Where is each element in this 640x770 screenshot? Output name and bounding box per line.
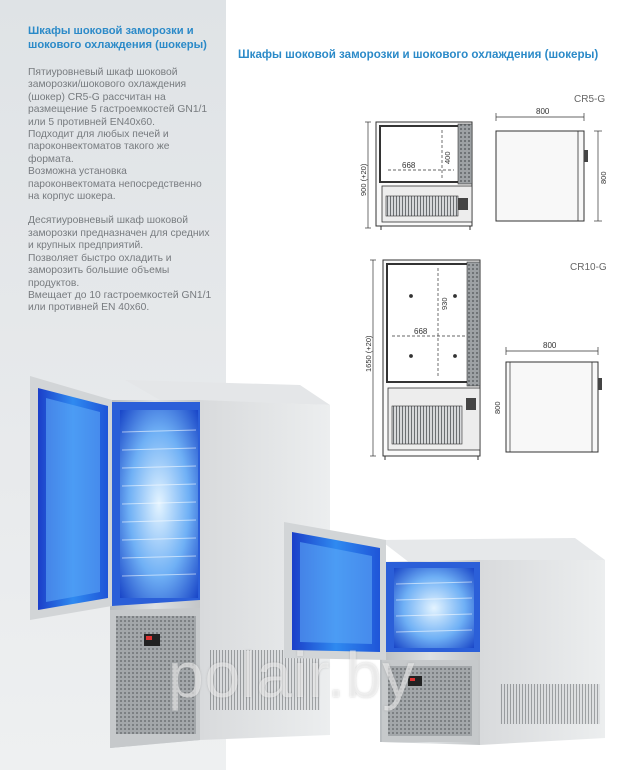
cr5-side-drawing bbox=[496, 113, 602, 221]
sidebar-title-line: Шкафы шоковой заморозки и bbox=[28, 25, 194, 37]
cr5-model-label: CR5-G bbox=[574, 94, 606, 105]
description-line: Возможна установка bbox=[28, 166, 127, 178]
description-line: Подходит для любых печей и bbox=[28, 129, 169, 141]
cr10-inner-height: 930 bbox=[440, 297, 449, 310]
cr10-front-drawing bbox=[370, 260, 480, 460]
description-line: или 5 противней EN40x60. bbox=[28, 116, 155, 128]
cr5-side-height: 800 bbox=[599, 171, 608, 184]
cr10-side-width: 800 bbox=[543, 341, 557, 350]
cr10-inner-width: 668 bbox=[414, 327, 428, 336]
description-line: Десятиуровневый шкаф шоковой bbox=[28, 215, 188, 227]
description-line: заморозки/шокового охлаждения bbox=[28, 79, 187, 91]
description-line: Пятиуровневый шкаф шоковой bbox=[28, 67, 178, 78]
sidebar-title-line: шокового охлаждения (шокеры) bbox=[28, 39, 207, 51]
description-line: продуктов. bbox=[28, 277, 80, 289]
cr10-side-drawing bbox=[506, 347, 602, 452]
description-line: формата. bbox=[28, 153, 74, 165]
cr5-inner-height: 400 bbox=[443, 151, 452, 164]
cr5-inner-width: 668 bbox=[402, 161, 416, 170]
watermark: polair.by bbox=[168, 639, 416, 711]
description-line: размещение 5 гастроемкостей GN1/1 bbox=[28, 104, 208, 116]
page-title: Шкафы шоковой заморозки и шокового охлаждения (шокеры) bbox=[238, 48, 599, 61]
description-line: Вмещает до 10 гастроемкостей GN1/1 bbox=[28, 289, 212, 301]
cr5-height: 900 (+20) bbox=[359, 163, 368, 196]
cr5-side-width: 800 bbox=[536, 107, 550, 116]
description-line: (шокер) CR5-G рассчитан на bbox=[28, 91, 166, 103]
description-line: пароконвектоматов такого же bbox=[28, 141, 170, 153]
description-line: на корпус шокера. bbox=[28, 191, 116, 203]
cr10-model-label: CR10-G bbox=[570, 262, 607, 273]
description-line: и крупных предприятий. bbox=[28, 240, 144, 252]
description-line: Позволяет быстро охладить и bbox=[28, 252, 172, 264]
description-line: или противней EN 40x60. bbox=[28, 302, 150, 314]
description-line: заморозки предназначен для средних bbox=[28, 227, 210, 239]
cr5-front-drawing bbox=[365, 122, 472, 230]
description-line: заморозить большие объемы bbox=[28, 265, 170, 277]
description-line: пароконвектомата непосредственно bbox=[28, 178, 202, 190]
cr10-side-height: 800 bbox=[493, 401, 502, 414]
cr10-height: 1650 (+20) bbox=[364, 335, 373, 372]
